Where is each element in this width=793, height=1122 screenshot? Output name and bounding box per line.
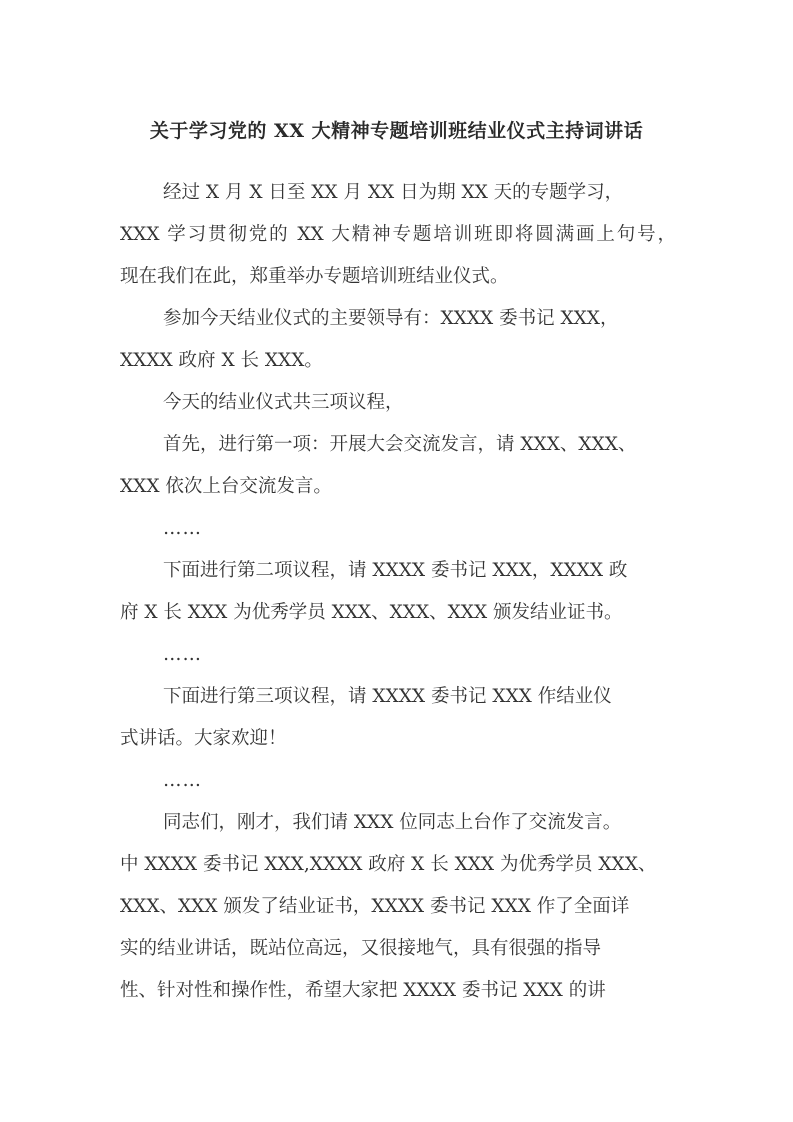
paragraph-line: 现在我们在此，郑重举办专题培训班结业仪式。 [120,266,509,287]
paragraph-line: 参加今天结业仪式的主要领导有：XXXX 委书记 XXX， [163,308,619,329]
paragraph-line: XXX 学习贯彻党的 XX 大精神专题培训班即将圆满画上句号， [120,224,676,245]
paragraph-line: XXXX 政府 X 长 XXX。 [120,350,323,371]
paragraph-line: 下面进行第三项议程，请 XXXX 委书记 XXX 作结业仪 [163,686,612,707]
paragraph-line: 今天的结业仪式共三项议程， [163,392,404,413]
paragraph-line: 首先，进行第一项：开展大会交流发言，请 XXX、XXX、 [163,434,637,455]
paragraph-line: 同志们，刚才，我们请 XXX 位同志上台作了交流发言。 [163,812,622,833]
paragraph-line: XXX、XXX 颁发了结业证书，XXXX 委书记 XXX 作了全面详 [120,896,630,917]
ellipsis-line: …… [163,518,202,539]
paragraph-line: 实的结业讲话，既站位高远，又很接地气，具有很强的指导 [120,938,602,959]
paragraph-line: 性、针对性和操作性，希望大家把 XXXX 委书记 XXX 的讲 [120,980,606,1001]
ellipsis-line: …… [163,644,202,665]
paragraph-line: 下面进行第二项议程，请 XXXX 委书记 XXX，XXXX 政 [163,560,628,581]
document-title: 关于学习党的 XX 大精神专题培训班结业仪式主持词讲话 [149,120,644,142]
paragraph-line: 经过 X 月 X 日至 XX 月 XX 日为期 XX 天的专题学习， [163,182,624,203]
paragraph-line: 府 X 长 XXX 为优秀学员 XXX、XXX、XXX 颁发结业证书。 [120,602,623,623]
document-body [120,172,676,1012]
paragraph-line: 中 XXXX 委书记 XXX,XXXX 政府 X 长 XXX 为优秀学员 XXX、 [120,854,657,875]
paragraph-line: XXX 依次上台交流发言。 [120,476,332,497]
ellipsis-line: …… [163,770,202,791]
paragraph-line: 式讲话。大家欢迎！ [120,728,287,749]
